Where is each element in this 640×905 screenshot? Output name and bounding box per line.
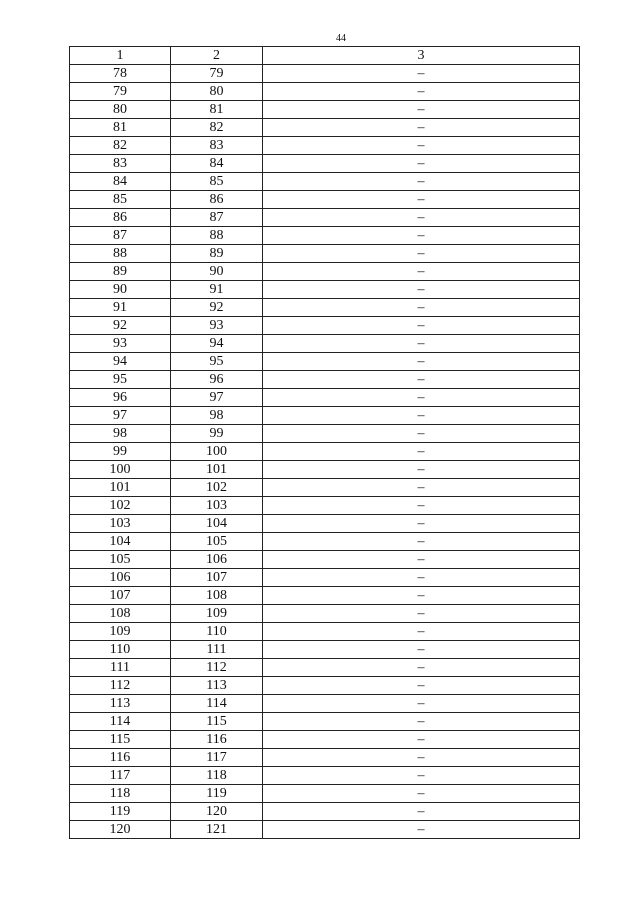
table-cell: 102	[70, 497, 171, 515]
table-cell: –	[263, 821, 580, 839]
table-cell: –	[263, 209, 580, 227]
table-cell: 104	[171, 515, 263, 533]
table-cell: 109	[171, 605, 263, 623]
table-row	[70, 263, 580, 281]
table-row	[70, 731, 580, 749]
table-cell: –	[263, 749, 580, 767]
table-cell: 85	[70, 191, 171, 209]
table-row	[70, 335, 580, 353]
table-cell: 93	[70, 335, 171, 353]
table-cell: –	[263, 461, 580, 479]
table-row	[70, 299, 580, 317]
table-cell: 112	[70, 677, 171, 695]
table-cell: 96	[70, 389, 171, 407]
table-row	[70, 281, 580, 299]
table-cell: 80	[70, 101, 171, 119]
table-cell: –	[263, 227, 580, 245]
table-cell: 86	[70, 209, 171, 227]
table-cell: 78	[70, 65, 171, 83]
table-cell: –	[263, 569, 580, 587]
table-row	[70, 461, 580, 479]
table-cell: 88	[171, 227, 263, 245]
table-cell: 82	[70, 137, 171, 155]
table-cell: –	[263, 587, 580, 605]
table-cell: 103	[70, 515, 171, 533]
table-row	[70, 497, 580, 515]
table-cell: 114	[70, 713, 171, 731]
table-row	[70, 353, 580, 371]
column-header: 3	[263, 47, 580, 65]
table-cell: 87	[70, 227, 171, 245]
table-cell: 90	[171, 263, 263, 281]
table-cell: 110	[171, 623, 263, 641]
table-cell: 98	[70, 425, 171, 443]
table-row	[70, 425, 580, 443]
table-row	[70, 623, 580, 641]
table-row	[70, 587, 580, 605]
table-row	[70, 245, 580, 263]
table-cell: 83	[171, 137, 263, 155]
table-row	[70, 371, 580, 389]
table-cell: 99	[171, 425, 263, 443]
table-cell: 100	[70, 461, 171, 479]
table-cell: 84	[70, 173, 171, 191]
table-cell: –	[263, 245, 580, 263]
table-cell: 98	[171, 407, 263, 425]
table-row	[70, 119, 580, 137]
table-cell: –	[263, 515, 580, 533]
table-cell: 119	[171, 785, 263, 803]
table-cell: 108	[171, 587, 263, 605]
table-row	[70, 227, 580, 245]
table-cell: –	[263, 317, 580, 335]
table-row	[70, 695, 580, 713]
table-cell: –	[263, 533, 580, 551]
table-row	[70, 677, 580, 695]
table-cell: –	[263, 353, 580, 371]
table-cell: 117	[171, 749, 263, 767]
table-row	[70, 659, 580, 677]
table-cell: 93	[171, 317, 263, 335]
table-cell: 96	[171, 371, 263, 389]
table-cell: 120	[171, 803, 263, 821]
table-cell: 116	[70, 749, 171, 767]
table-row	[70, 317, 580, 335]
table-cell: 79	[70, 83, 171, 101]
table-cell: 80	[171, 83, 263, 101]
table-cell: 88	[70, 245, 171, 263]
table-cell: –	[263, 767, 580, 785]
table-cell: 114	[171, 695, 263, 713]
table-row	[70, 515, 580, 533]
table-body	[70, 65, 580, 839]
table-row	[70, 137, 580, 155]
table-cell: 94	[70, 353, 171, 371]
table-row	[70, 569, 580, 587]
table-row	[70, 479, 580, 497]
table-cell: –	[263, 479, 580, 497]
table-row	[70, 767, 580, 785]
table-cell: –	[263, 785, 580, 803]
table-cell: –	[263, 263, 580, 281]
table-cell: –	[263, 551, 580, 569]
table-cell: 82	[171, 119, 263, 137]
table-cell: –	[263, 803, 580, 821]
table-cell: –	[263, 137, 580, 155]
table-cell: –	[263, 299, 580, 317]
table-cell: 113	[171, 677, 263, 695]
table-cell: –	[263, 191, 580, 209]
table-cell: –	[263, 371, 580, 389]
table-cell: 118	[70, 785, 171, 803]
table-cell: –	[263, 623, 580, 641]
table-cell: 86	[171, 191, 263, 209]
table-cell: 119	[70, 803, 171, 821]
column-header: 2	[171, 47, 263, 65]
table-cell: 91	[70, 299, 171, 317]
table-cell: 97	[70, 407, 171, 425]
table-cell: 81	[171, 101, 263, 119]
table-row	[70, 785, 580, 803]
table-cell: 118	[171, 767, 263, 785]
table-cell: 121	[171, 821, 263, 839]
table-cell: 120	[70, 821, 171, 839]
table-cell: –	[263, 713, 580, 731]
table-row	[70, 83, 580, 101]
table-cell: –	[263, 173, 580, 191]
table-cell: 99	[70, 443, 171, 461]
table-row	[70, 443, 580, 461]
table-cell: 107	[70, 587, 171, 605]
table-cell: 111	[171, 641, 263, 659]
table-cell: 102	[171, 479, 263, 497]
table-cell: 117	[70, 767, 171, 785]
table-row	[70, 101, 580, 119]
table-cell: –	[263, 425, 580, 443]
table-row	[70, 641, 580, 659]
table-cell: 85	[171, 173, 263, 191]
table-cell: 89	[171, 245, 263, 263]
table-row	[70, 551, 580, 569]
table-cell: 91	[171, 281, 263, 299]
table-row	[70, 533, 580, 551]
table-row	[70, 155, 580, 173]
table-cell: 92	[70, 317, 171, 335]
table-cell: 105	[70, 551, 171, 569]
table-cell: –	[263, 119, 580, 137]
table-cell: 103	[171, 497, 263, 515]
table-cell: 101	[171, 461, 263, 479]
table-cell: 115	[70, 731, 171, 749]
table-cell: 106	[70, 569, 171, 587]
table-cell: 83	[70, 155, 171, 173]
table-row	[70, 173, 580, 191]
table-cell: 109	[70, 623, 171, 641]
table-cell: –	[263, 389, 580, 407]
table-cell: –	[263, 641, 580, 659]
table-cell: 97	[171, 389, 263, 407]
table-cell: 101	[70, 479, 171, 497]
table-cell: 100	[171, 443, 263, 461]
table-cell: –	[263, 407, 580, 425]
table-cell: –	[263, 443, 580, 461]
table-cell: –	[263, 101, 580, 119]
table-row	[70, 407, 580, 425]
table-cell: 79	[171, 65, 263, 83]
table-cell: 115	[171, 713, 263, 731]
table-cell: 84	[171, 155, 263, 173]
table-row	[70, 803, 580, 821]
table-cell: 89	[70, 263, 171, 281]
table-cell: –	[263, 695, 580, 713]
table-row	[70, 713, 580, 731]
table-cell: 112	[171, 659, 263, 677]
column-header: 1	[70, 47, 171, 65]
table-row	[70, 605, 580, 623]
table-cell: –	[263, 731, 580, 749]
table-row	[70, 389, 580, 407]
table-cell: –	[263, 605, 580, 623]
table-cell: 107	[171, 569, 263, 587]
table-cell: –	[263, 335, 580, 353]
table-cell: 87	[171, 209, 263, 227]
table-cell: 95	[171, 353, 263, 371]
table-cell: 110	[70, 641, 171, 659]
table-row	[70, 65, 580, 83]
table-row	[70, 191, 580, 209]
table-cell: –	[263, 155, 580, 173]
table-cell: –	[263, 497, 580, 515]
page-number: 44	[336, 33, 346, 44]
table-cell: 106	[171, 551, 263, 569]
table-cell: 104	[70, 533, 171, 551]
table-cell: 94	[171, 335, 263, 353]
table-cell: 108	[70, 605, 171, 623]
table-cell: 111	[70, 659, 171, 677]
table-cell: 113	[70, 695, 171, 713]
table-cell: 92	[171, 299, 263, 317]
table-cell: 95	[70, 371, 171, 389]
table-cell: 90	[70, 281, 171, 299]
table-cell: –	[263, 65, 580, 83]
table-cell: 81	[70, 119, 171, 137]
table-cell: 116	[171, 731, 263, 749]
data-table	[69, 46, 580, 839]
table-cell: 105	[171, 533, 263, 551]
table-header-row	[70, 47, 580, 65]
table-row	[70, 749, 580, 767]
table-cell: –	[263, 659, 580, 677]
table-cell: –	[263, 677, 580, 695]
table-cell: –	[263, 83, 580, 101]
table-cell: –	[263, 281, 580, 299]
table-row	[70, 821, 580, 839]
table-row	[70, 209, 580, 227]
